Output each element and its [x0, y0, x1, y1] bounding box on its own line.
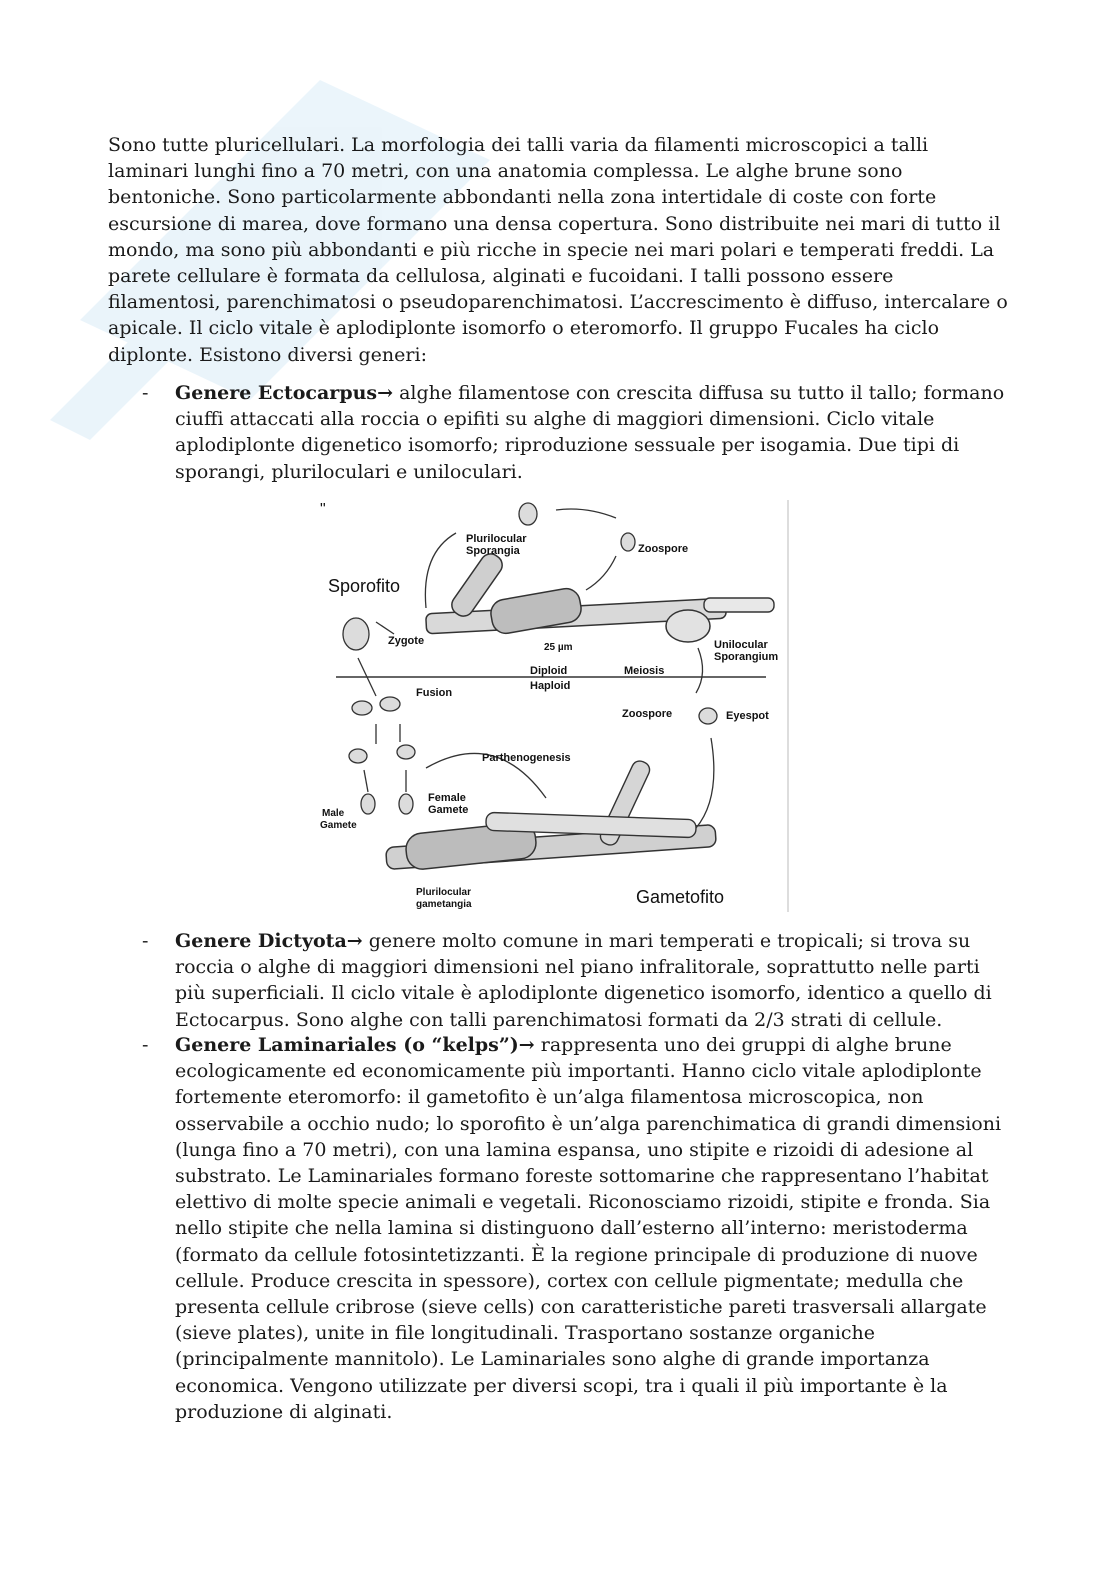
arrow-glyph: → — [346, 930, 363, 952]
label-scale: 25 µm — [544, 642, 573, 653]
genre-title: Genere Laminariales (o “kelps”) — [175, 1034, 519, 1056]
label-diploid: Diploid — [530, 665, 568, 677]
label-unilocular-sporangium-2: Sporangium — [714, 651, 779, 663]
quote-mark: " — [320, 501, 326, 518]
list-bullet: - — [142, 382, 149, 404]
list-bullet: - — [142, 930, 149, 952]
genre-title: Genere Ectocarpus — [175, 382, 378, 404]
label-eyespot: Eyespot — [726, 710, 769, 722]
genre-title: Genere Dictyota — [175, 930, 347, 952]
label-zygote: Zygote — [388, 635, 425, 647]
genre-description: rappresenta uno dei gruppi di alghe brune ecologicamente ed economicamente più importanti. Hanno ciclo vitale aplodiplonte fortemente eteromorfo: il gametofito è un’alga filamentosa microscopica, non osservabile a occhio nudo; lo sporofito è un’alga parenchimatica di grandi dimensioni (lunga fino a 70 metri), con una lamina espansa, uno stipite e rizoidi di adesione al substrato. Le Laminariales formano foreste sottomarine che rappresentano l’habitat elettivo di molte specie animali e vegetali. Riconosciamo rizoidi, stipite e fronda. Sia nello stipite che nella lamina si distinguono dall’esterno all’interno: meristoderma (formato da cellule fotosintetizzanti. È la regione principale di produzione di nuove cellule. Produce crescita in spessore), cortex con cellule pigmentate; medulla che presenta cellule cribrose (sieve cells) con caratteristiche pareti trasversali allargate (sieve plates), unite in file longitudinali. Trasportano sostanze organiche (principalmente mannitolo). Le Laminariales sono alghe di grande importanza economica. Vengono utilizzate per diversi scopi, tra i quali il più importante è la produzione di alginati. — [175, 1034, 1002, 1423]
label-male-gamete-2: Gamete — [320, 820, 357, 831]
list-bullet: - — [142, 1034, 149, 1056]
label-meiosis: Meiosis — [624, 665, 665, 677]
label-female-gamete: Female — [428, 792, 466, 804]
label-male-gamete: Male — [322, 808, 345, 819]
label-plurilocular-gametangia: Plurilocular — [416, 887, 472, 898]
label-plurilocular-sporangia: Plurilocular — [466, 533, 527, 545]
arrow-glyph: → — [377, 382, 394, 404]
label-fusion: Fusion — [416, 687, 453, 699]
genre-text — [175, 928, 1015, 1033]
arrow-glyph: → — [518, 1034, 535, 1056]
label-female-gamete-2: Gamete — [428, 804, 469, 816]
label-plurilocular-gametangia-2: gametangia — [416, 899, 472, 910]
genre-description: genere molto comune in mari temperati e tropicali; si trova su roccia o alghe di maggiori dimensioni nel piano infralitorale, soprattutto nelle parti più superficiali. Il ciclo vitale è aplodiplonte digenetico isomorfo, identico a quello di Ectocarpus. Sono alghe con talli parenchimatosi formati da 2/3 strati di cellule. — [175, 930, 992, 1031]
label-haploid: Haploid — [530, 680, 571, 692]
label-zoospore-top: Zoospore — [638, 543, 689, 555]
label-sporofito: Sporofito — [328, 576, 401, 596]
sporophyte-filament — [426, 550, 774, 642]
label-parthenogenesis: Parthenogenesis — [482, 752, 571, 764]
genre-text — [175, 1032, 1015, 1425]
ectocarpus-life-cycle-figure — [316, 498, 794, 918]
label-gametofito: Gametofito — [636, 887, 725, 907]
label-plurilocular-sporangia-2: Sporangia — [466, 545, 520, 557]
label-zoospore-mid: Zoospore — [622, 708, 673, 720]
genre-description: alghe filamentose con crescita diffusa su tutto il tallo; formano ciuffi attaccati alla roccia o epifiti su alghe di maggiori dimensioni. Ciclo vitale aplodiplonte digenetico isomorfo; riproduzione sessuale per isogamia. Due tipi di sporangi, pluriloculari e uniloculari. — [175, 382, 1005, 483]
intro-paragraph: Sono tutte pluricellulari. La morfologia dei talli varia da filamenti microscopici a talli laminari lunghi fino a 70 metri, con una anatomia complessa. Le alghe brune sono bentoniche. Sono particolarmente abbondanti nella zona intertidale di coste con forte escursione di marea, dove formano una densa copertura. Sono distribuite nei mari di tutto il mondo, ma sono più abbondanti e più ricche in specie nei mari polari e temperati freddi. La parete cellulare è formata da cellulosa, alginati e fucoidani. I talli possono essere filamentosi, parenchimatosi o pseudoparenchimatosi. L’accrescimento è diffuso, intercalare o apicale. Il ciclo vitale è aplodiplonte isomorfo o eteromorfo. Il gruppo Fucales ha ciclo diplonte. Esistono diversi generi: — [108, 134, 1008, 366]
label-unilocular-sporangium: Unilocular — [714, 639, 768, 651]
genre-text — [175, 380, 1015, 485]
life-cycle-diagram — [316, 498, 794, 918]
